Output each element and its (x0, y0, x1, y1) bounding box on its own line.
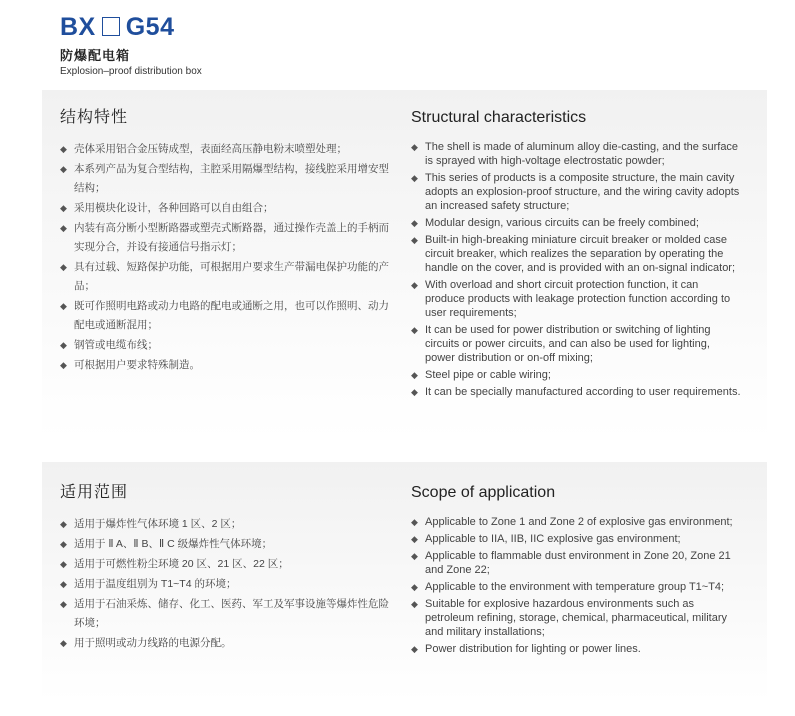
list-item (60, 258, 390, 296)
list-item-text: The shell is made of aluminum alloy die-casting, and the surface is sprayed with high-voltage electrostatic powder; (425, 141, 739, 167)
list-item-text: Power distribution for lighting or power lines. (425, 643, 641, 655)
bullet-diamond-icon: ◆ (411, 235, 418, 245)
list-item-text: 壳体采用铝合金压铸成型，表面经高压静电粉末喷塑处理； (74, 143, 347, 155)
list-item-text: 既可作照明电路或动力电路的配电或通断之用，也可以作照明、动力配电或通断混用； (74, 300, 389, 331)
model-number (60, 12, 202, 42)
list-item (411, 368, 741, 382)
list-item (411, 515, 741, 529)
bullet-diamond-icon: ◆ (60, 579, 67, 589)
bullet-diamond-icon: ◆ (411, 173, 418, 183)
bullet-diamond-icon: ◆ (60, 599, 67, 609)
list-item-text: Applicable to the environment with temperature group T1~T4; (425, 581, 725, 593)
list-item-text: 适用于石油采炼、储存、化工、医药、军工及军事设施等爆炸性危险环境； (74, 598, 389, 629)
list-item (60, 336, 390, 355)
list-item (60, 219, 390, 257)
bullet-diamond-icon: ◆ (60, 262, 67, 272)
list-item (411, 216, 741, 230)
bullet-diamond-icon: ◆ (411, 599, 418, 609)
list-item (411, 171, 741, 213)
list-item (60, 595, 390, 633)
scope-en-column (411, 483, 741, 659)
list-item-text: It can be specially manufactured according to user requirements. (425, 386, 741, 398)
product-title-zh: 防爆配电箱 (60, 48, 131, 63)
list-item (411, 140, 741, 168)
list-item (411, 597, 741, 639)
bullet-diamond-icon: ◆ (60, 164, 67, 174)
bullet-diamond-icon: ◆ (411, 370, 418, 380)
bullet-diamond-icon: ◆ (60, 144, 67, 154)
structure-list-en (411, 140, 741, 399)
scope-list-zh (60, 515, 390, 653)
list-item-text: 本系列产品为复合型结构，主腔采用隔爆型结构，接线腔采用增安型结构； (74, 163, 389, 194)
scope-title-en: Scope of application (411, 484, 556, 501)
list-item-text: 适用于温度组别为 T1~T4 的环境； (74, 578, 237, 590)
list-item-text: 可根据用户要求特殊制造。 (74, 359, 200, 371)
bullet-diamond-icon: ◆ (60, 360, 67, 370)
list-item (411, 278, 741, 320)
structure-zh-column (60, 108, 390, 376)
list-item (60, 575, 390, 594)
list-item (411, 549, 741, 577)
bullet-diamond-icon: ◆ (60, 301, 67, 311)
scope-list-en (411, 515, 741, 656)
list-item-text: With overload and short circuit protection function, it can produce products with leakage protection function according to user requirements; (425, 279, 731, 319)
list-item (411, 580, 741, 594)
list-item-text: Modular design, various circuits can be freely combined; (425, 217, 699, 229)
list-item-text: 适用于爆炸性气体环境 1 区、2 区； (74, 518, 242, 530)
list-item-text: 用于照明或动力线路的电源分配。 (74, 637, 232, 649)
bullet-diamond-icon: ◆ (411, 280, 418, 290)
list-item-text: 适用于可燃性粉尘环境 20 区、21 区、22 区； (74, 558, 289, 570)
list-item-text: Built-in high-breaking miniature circuit breaker or molded case circuit breaker, which realizes the separation by operating the handle on the cover, and is provided with an on-signal indicator; (425, 234, 736, 274)
list-item (411, 323, 741, 365)
list-item-text: 钢管或电缆布线； (74, 339, 158, 351)
model-prefix: BX (60, 13, 96, 41)
bullet-diamond-icon: ◆ (60, 340, 67, 350)
bullet-diamond-icon: ◆ (60, 539, 67, 549)
bullet-diamond-icon: ◆ (411, 582, 418, 592)
list-item (411, 642, 741, 656)
bullet-diamond-icon: ◆ (411, 534, 418, 544)
list-item (60, 535, 390, 554)
list-item-text: 采用模块化设计，各种回路可以自由组合； (74, 202, 274, 214)
bullet-diamond-icon: ◆ (411, 387, 418, 397)
list-item (60, 160, 390, 198)
list-item (60, 555, 390, 574)
scope-zh-column (60, 483, 390, 654)
bullet-diamond-icon: ◆ (60, 559, 67, 569)
scope-title-zh: 适用范围 (60, 484, 129, 501)
list-item-text: 具有过载、短路保护功能，可根据用户要求生产带漏电保护功能的产品； (74, 261, 389, 292)
bullet-diamond-icon: ◆ (411, 517, 418, 527)
bullet-diamond-icon: ◆ (411, 551, 418, 561)
bullet-diamond-icon: ◆ (60, 223, 67, 233)
structure-en-column (411, 108, 741, 402)
page-header (60, 12, 202, 77)
list-item-text: 适用于 Ⅱ A、Ⅱ B、Ⅱ C 级爆炸性气体环境； (74, 538, 273, 550)
bullet-diamond-icon: ◆ (411, 218, 418, 228)
structure-title-en: Structural characteristics (411, 109, 587, 126)
model-box-icon (102, 17, 120, 36)
list-item (60, 297, 390, 335)
list-item-text: 内装有高分断小型断路器或塑壳式断路器，通过操作壳盖上的手柄而实现分合，并设有接通信号指示灯； (74, 222, 389, 253)
list-item (60, 140, 390, 159)
list-item-text: This series of products is a composite structure, the main cavity adopts an explosion-proof structure, and the wiring cavity adopts an increased safety structure; (425, 172, 740, 212)
bullet-diamond-icon: ◆ (411, 325, 418, 335)
list-item-text: Applicable to IIA, IIB, IIC explosive gas environment; (425, 533, 681, 545)
list-item-text: It can be used for power distribution or switching of lighting circuits or power circuits, and can also be used for lighting, power distribution or on-off mixing; (425, 324, 711, 364)
list-item-text: Applicable to flammable dust environment in Zone 20, Zone 21 and Zone 22; (425, 550, 731, 576)
list-item (60, 634, 390, 653)
list-item (60, 199, 390, 218)
structure-list-zh (60, 140, 390, 375)
list-item (411, 532, 741, 546)
bullet-diamond-icon: ◆ (411, 142, 418, 152)
list-item (411, 233, 741, 275)
bullet-diamond-icon: ◆ (60, 519, 67, 529)
bullet-diamond-icon: ◆ (60, 638, 67, 648)
list-item-text: Applicable to Zone 1 and Zone 2 of explosive gas environment; (425, 516, 733, 528)
list-item (60, 356, 390, 375)
list-item (411, 385, 741, 399)
list-item-text: Suitable for explosive hazardous environments such as petroleum refining, storage, chemical, pharmaceutical, military and military installations; (425, 598, 728, 638)
structure-title-zh: 结构特性 (60, 109, 129, 126)
model-suffix: G54 (125, 13, 175, 41)
list-item (60, 515, 390, 534)
product-title-en: Explosion–proof distribution box (60, 66, 202, 77)
list-item-text: Steel pipe or cable wiring; (425, 369, 551, 381)
bullet-diamond-icon: ◆ (411, 644, 418, 654)
bullet-diamond-icon: ◆ (60, 203, 67, 213)
